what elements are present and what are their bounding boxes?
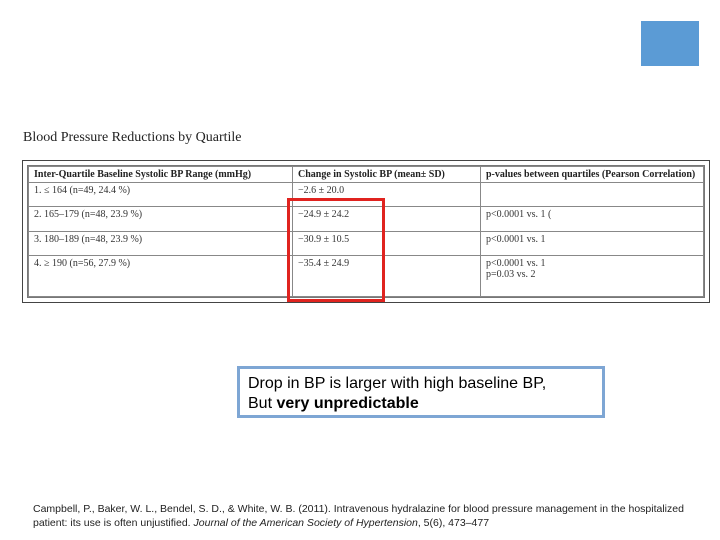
row-change: −35.4 ± 24.9 — [293, 255, 481, 296]
table-title: Blood Pressure Reductions by Quartile — [23, 130, 242, 145]
citation-text: Campbell, P., Baker, W. L., Bendel, S. D., & White, W. B. (2011). Intravenous hydralazine for blood pressure management in the hospitalized patient: its use is often unjustified. — [33, 503, 684, 529]
callout-emphasis: very unpredictable — [276, 395, 419, 412]
row-range: 2. 165–179 (n=48, 23.9 %) — [29, 207, 293, 231]
header-baseline-range: Inter-Quartile Baseline Systolic BP Range (mmHg) — [29, 167, 293, 183]
change-column-highlight — [287, 198, 385, 302]
p-value-line: p=0.03 vs. 2 — [486, 268, 536, 280]
callout-line-2 — [248, 394, 602, 414]
citation — [33, 502, 693, 530]
row-range: 1. ≤ 164 (n=49, 24.4 %) — [29, 183, 293, 207]
row-change: −24.9 ± 24.2 — [293, 207, 481, 231]
row-range: 4. ≥ 190 (n=56, 27.9 %) — [29, 255, 293, 296]
accent-square — [641, 21, 699, 66]
p-value-line: p<0.0001 vs. 1 ( — [486, 209, 552, 221]
citation-volume-pages: , 5(6), 473–477 — [417, 517, 490, 529]
row-p-values — [481, 207, 704, 231]
header-p-values: p-values between quartiles (Pearson Correlation) — [481, 167, 704, 183]
callout-prefix: But — [248, 395, 277, 412]
row-change: −2.6 ± 20.0 — [293, 183, 481, 207]
row-range: 3. 180–189 (n=48, 23.9 %) — [29, 231, 293, 255]
row-p-values — [481, 231, 704, 255]
p-value-line: p<0.0001 vs. 1 — [486, 233, 546, 245]
callout-line-1: Drop in BP is larger with high baseline BP, — [248, 375, 547, 392]
table-header-row — [29, 167, 704, 183]
citation-journal: Journal of the American Society of Hypertension — [193, 517, 418, 529]
row-p-values — [481, 255, 704, 296]
p-value-line: p<0.0001 vs. 1 — [486, 257, 546, 269]
header-change-sbp: Change in Systolic BP (mean± SD) — [293, 167, 481, 183]
row-p-values — [481, 183, 704, 207]
callout-box — [237, 366, 605, 418]
row-change: −30.9 ± 10.5 — [293, 231, 481, 255]
